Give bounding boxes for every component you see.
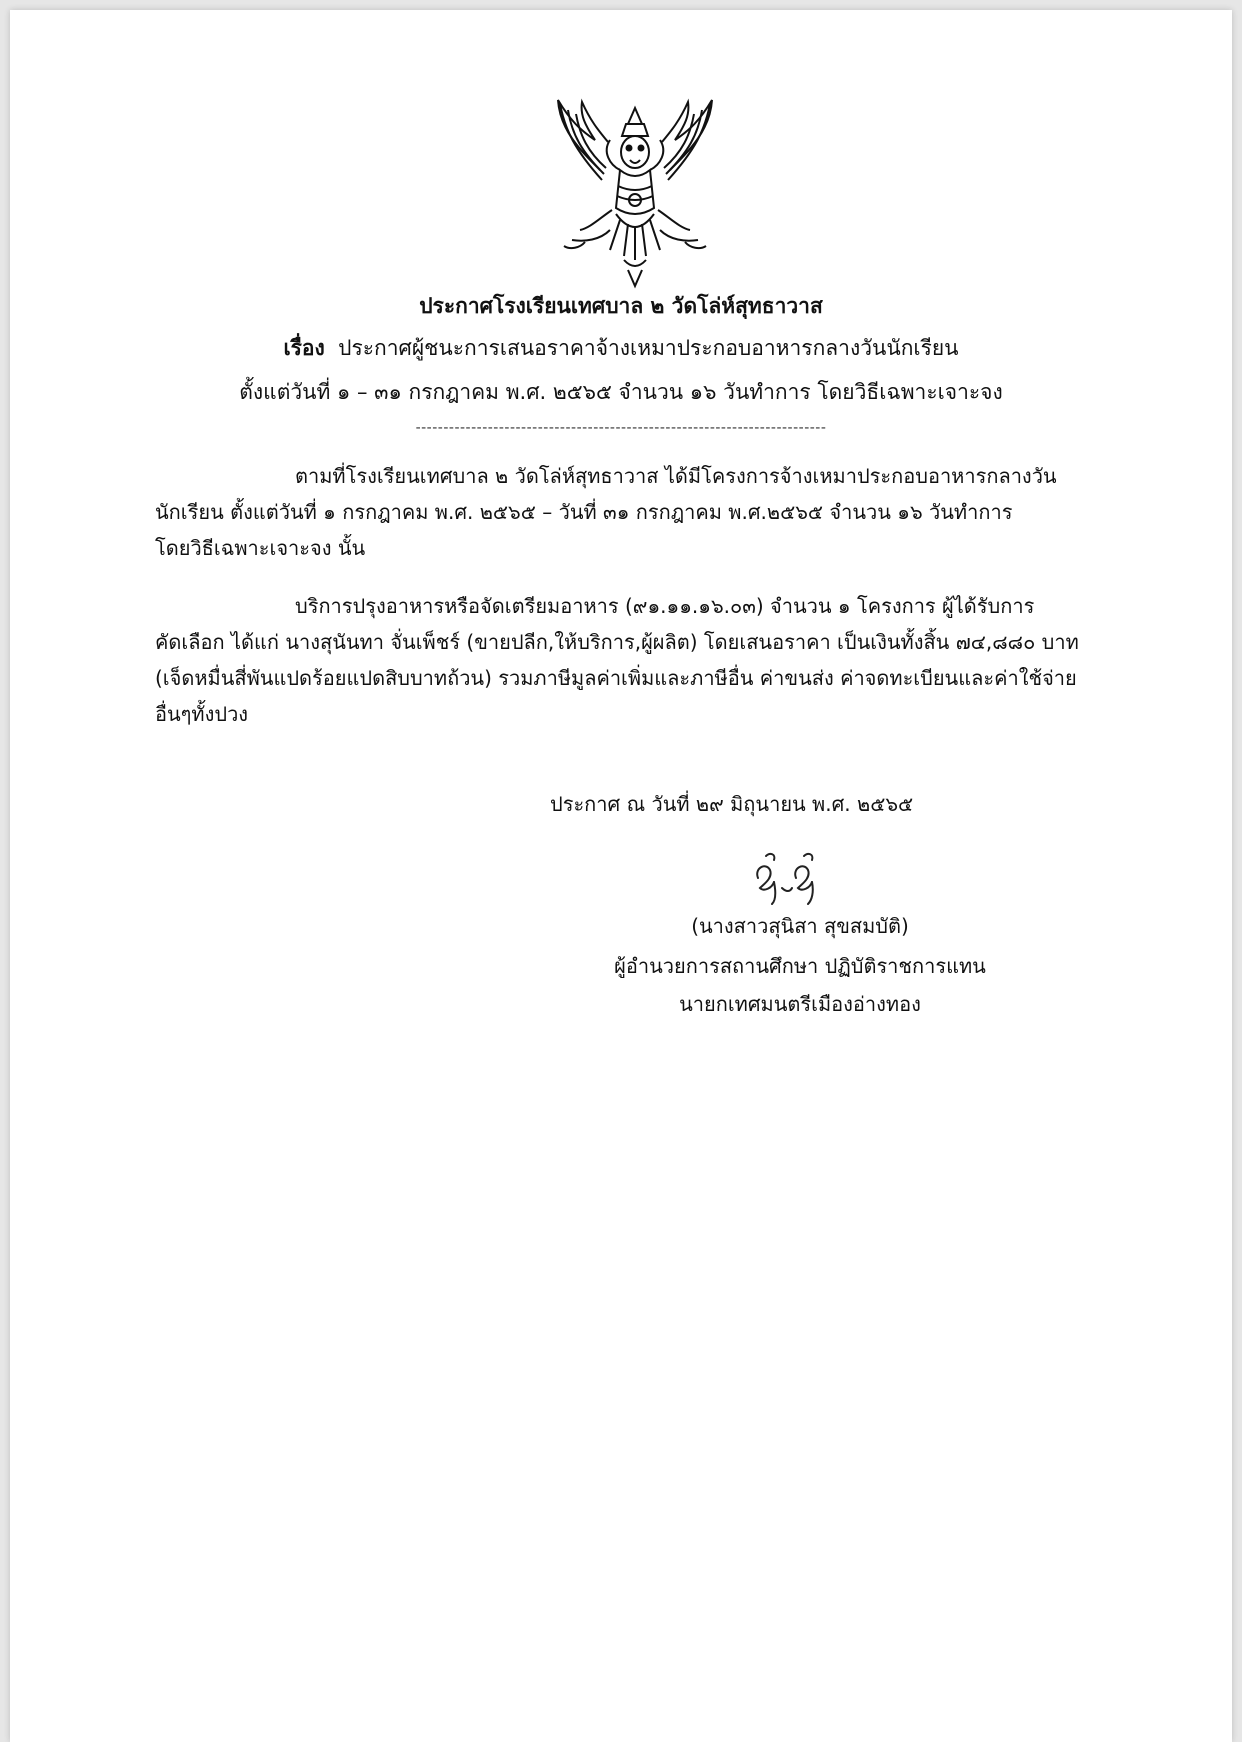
paragraph-line: (เจ็ดหมื่นสี่พันแปดร้อยแปดสิบบาทถ้วน) รวมภาษีมูลค่าเพิ่มและภาษีอื่น ค่าขนส่ง ค่าจดทะเบียนและค่าใช้จ่าย: [155, 666, 1077, 690]
garuda-emblem-icon: [540, 90, 730, 290]
subject-line: [10, 332, 1232, 365]
signer-title: ผู้อำนวยการสถานศึกษา ปฏิบัติราชการแทน: [614, 954, 986, 978]
paragraph-line: ตามที่โรงเรียนเทศบาล ๒ วัดโล่ห์สุทธาวาส ได้มีโครงการจ้างเหมาประกอบอาหารกลางวัน: [295, 464, 1057, 488]
paragraph-line: อื่นๆทั้งปวง: [155, 702, 249, 726]
announce-date: ประกาศ ณ วันที่ ๒๙ มิถุนายน พ.ศ. ๒๕๖๕: [550, 792, 914, 816]
paragraph-background: [155, 458, 1115, 566]
signer-title-secondary: นายกเทศมนตรีเมืองอ่างทอง: [679, 992, 921, 1016]
document-title: ประกาศโรงเรียนเทศบาล ๒ วัดโล่ห์สุทธาวาส: [419, 294, 823, 318]
subject-text: ประกาศผู้ชนะการเสนอราคาจ้างเหมาประกอบอาหารกลางวันนักเรียน: [338, 336, 959, 360]
subject-label: เรื่อง: [283, 336, 325, 360]
paragraph-line: บริการปรุงอาหารหรือจัดเตรียมอาหาร (๙๑.๑๑.๑๖.๐๓) จำนวน ๑ โครงการ ผู้ได้รับการ: [295, 594, 1035, 618]
document-page: [10, 10, 1232, 1742]
subject-period: ตั้งแต่วันที่ ๑ – ๓๑ กรกฎาคม พ.ศ. ๒๕๖๕ จำนวน ๑๖ วันทำการ โดยวิธีเฉพาะเจาะจง: [239, 380, 1003, 404]
paragraph-line: นักเรียน ตั้งแต่วันที่ ๑ กรกฎาคม พ.ศ. ๒๕๖๕ – วันที่ ๓๑ กรกฎาคม พ.ศ.๒๕๖๕ จำนวน ๑๖ วันทำการ: [155, 500, 1013, 524]
paragraph-line: โดยวิธีเฉพาะเจาะจง นั้น: [155, 536, 366, 560]
handwritten-signature-icon: [746, 848, 836, 908]
paragraph-winner: [155, 588, 1115, 732]
signer-name: (นางสาวสุนิสา สุขสมบัติ): [691, 914, 909, 938]
paragraph-line: คัดเลือก ได้แก่ นางสุนันทา จั่นเพ็ชร์ (ขายปลีก,ให้บริการ,ผู้ผลิต) โดยเสนอราคา เป็นเงินทั้งสิ้น ๗๔,๘๘๐ บาท: [155, 630, 1079, 654]
separator-line: --------------------------------------------------------------------------: [415, 420, 827, 436]
